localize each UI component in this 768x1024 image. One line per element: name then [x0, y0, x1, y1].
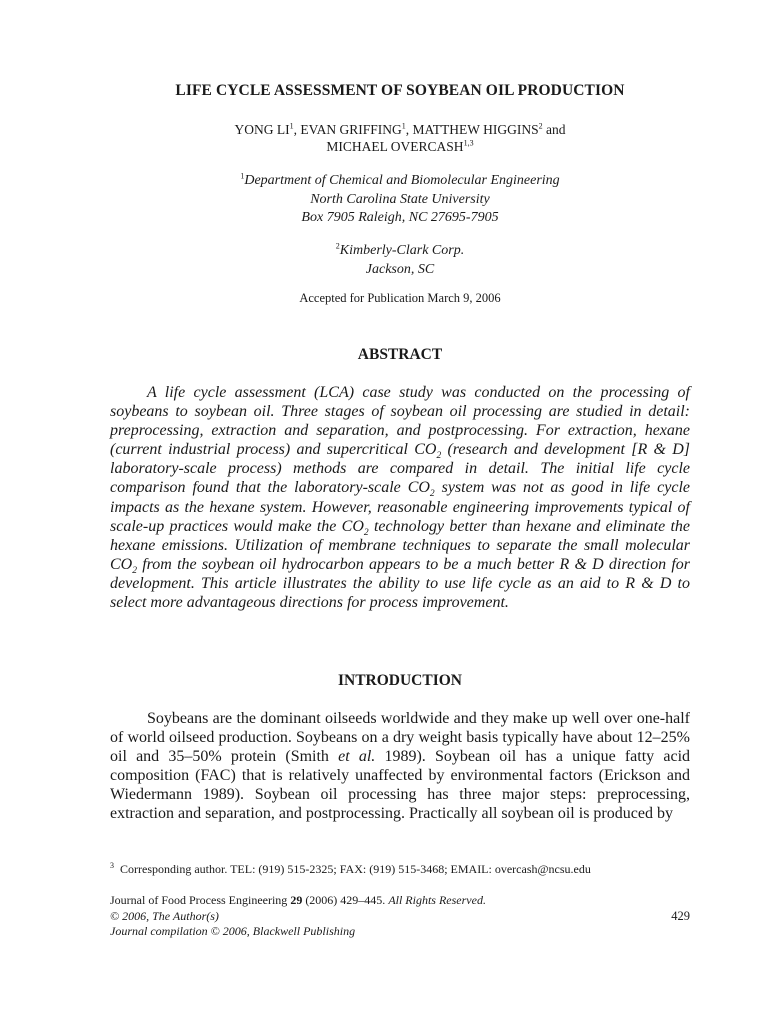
author-affiliation-mark: 1	[289, 121, 294, 131]
author-name: EVAN GRIFFING	[300, 122, 402, 137]
subscript: 2	[429, 489, 435, 500]
subscript: 2	[436, 451, 442, 462]
citation-etal: et al.	[338, 748, 376, 766]
author-list: YONG $LI^1$, EVAN GRIFFING$^1$, MATTHEW HIGGINS$^2$ and MICHAEL OVERCASH$^{1,3}$	[234, 121, 566, 154]
journal-volume: 29	[290, 893, 303, 907]
footnote-text: Corresponding author. TEL: (919) 515-2325; FAX: (919) 515-3468; EMAIL: overcash@ncsu.edu	[120, 862, 591, 876]
abstract-text: A life cycle assessment (LCA) case study was conducted on the processing of soybeans to soybean oil. Three stages of soybean oil processing are studied in detail: preprocessing, extraction and separation, and postprocessing. For extraction, hexane (current industrial process) and supercritical CO	[110, 384, 690, 459]
affiliation-mark: 1	[240, 171, 245, 181]
journal-copyright: © 2006, The Author(s)	[110, 908, 219, 923]
author-name: MATTHEW HIGGINS	[412, 122, 539, 137]
affiliation-1	[110, 172, 690, 228]
introduction-heading: INTRODUCTION	[337, 672, 462, 689]
paper-title: LIFE CYCLE ASSESSMENT OF SOYBEAN OIL PRODUCTION	[175, 82, 625, 99]
page-number: 429	[671, 908, 690, 923]
journal-rights: All Rights Reserved.	[388, 893, 486, 907]
subscript: 2	[132, 566, 137, 577]
abstract-text: from the soybean oil hydrocarbon appears to be a much better R & D direction for development. This article illustrates the ability to use life cycle as an aid to R & D to select more advantageous directions for process improvement.	[110, 555, 690, 612]
abstract-text: system was not as good in life cycle impacts as the hexane system. However, reasonable engineering improvements typical of scale-up practices would make the CO	[110, 479, 690, 535]
journal-compilation: Journal compilation © 2006, Blackwell Publishing	[110, 924, 356, 938]
author-name: MICHAEL OVERCASH	[326, 139, 464, 154]
paper-page	[110, 0, 690, 1024]
author-affiliation-mark: 1	[401, 121, 406, 131]
author-affiliation-mark: 1,3	[463, 138, 474, 148]
author-name: YONG LI	[234, 122, 290, 137]
introduction-body	[110, 709, 690, 824]
subscript: 2	[363, 527, 369, 538]
journal-pages: (2006) 429–445.	[302, 893, 389, 907]
footnote	[110, 862, 690, 877]
accepted-date: Accepted for Publication March 9, 2006	[299, 291, 501, 305]
abstract-text: technology better than hexane and eliminate the hexane emissions. Utilization of membrane techniques to separate the small molecular CO	[110, 517, 691, 573]
author-conjunction: and	[546, 122, 566, 137]
affiliation-2	[110, 242, 690, 279]
footnote-mark: 3	[110, 861, 114, 870]
affiliation-line: North Carolina State University	[310, 191, 490, 207]
abstract-text: (research and development [R & D] laboratory-scale process) methods are compared in detail. The initial life cycle comparison found that the laboratory-scale CO	[110, 441, 691, 497]
journal-name: Journal of Food Process Engineering	[110, 893, 291, 907]
affiliation-line: Kimberly-Clark Corp.	[339, 243, 465, 258]
affiliation-line: Jackson, SC	[365, 261, 435, 277]
abstract-heading: ABSTRACT	[357, 346, 443, 363]
affiliation-mark: 2	[335, 241, 340, 251]
affiliation-line: Department of Chemical and Biomolecular Engineering	[244, 173, 560, 188]
intro-text: Soybeans are the dominant oilseeds worldwide and they make up well over one-half of world oilseed production. Soybeans on a dry weight basis typically have about 12–25% oil and 35–50% protein (Smith	[110, 710, 690, 766]
affiliation-line: Box 7905 Raleigh, NC 27695-7905	[301, 210, 499, 225]
intro-text: 1989). Soybean oil has a unique fatty acid composition (FAC) that is relatively unaffected by environmental factors (Erickson and Wiedermann 1989). Soybean oil processing has three major steps: preprocessing, extraction and separation, and postprocessing. Practically all soybean oil is produced by	[110, 748, 691, 823]
author-affiliation-mark: 2	[538, 121, 543, 131]
journal-info	[110, 893, 690, 940]
abstract-body	[110, 383, 690, 612]
